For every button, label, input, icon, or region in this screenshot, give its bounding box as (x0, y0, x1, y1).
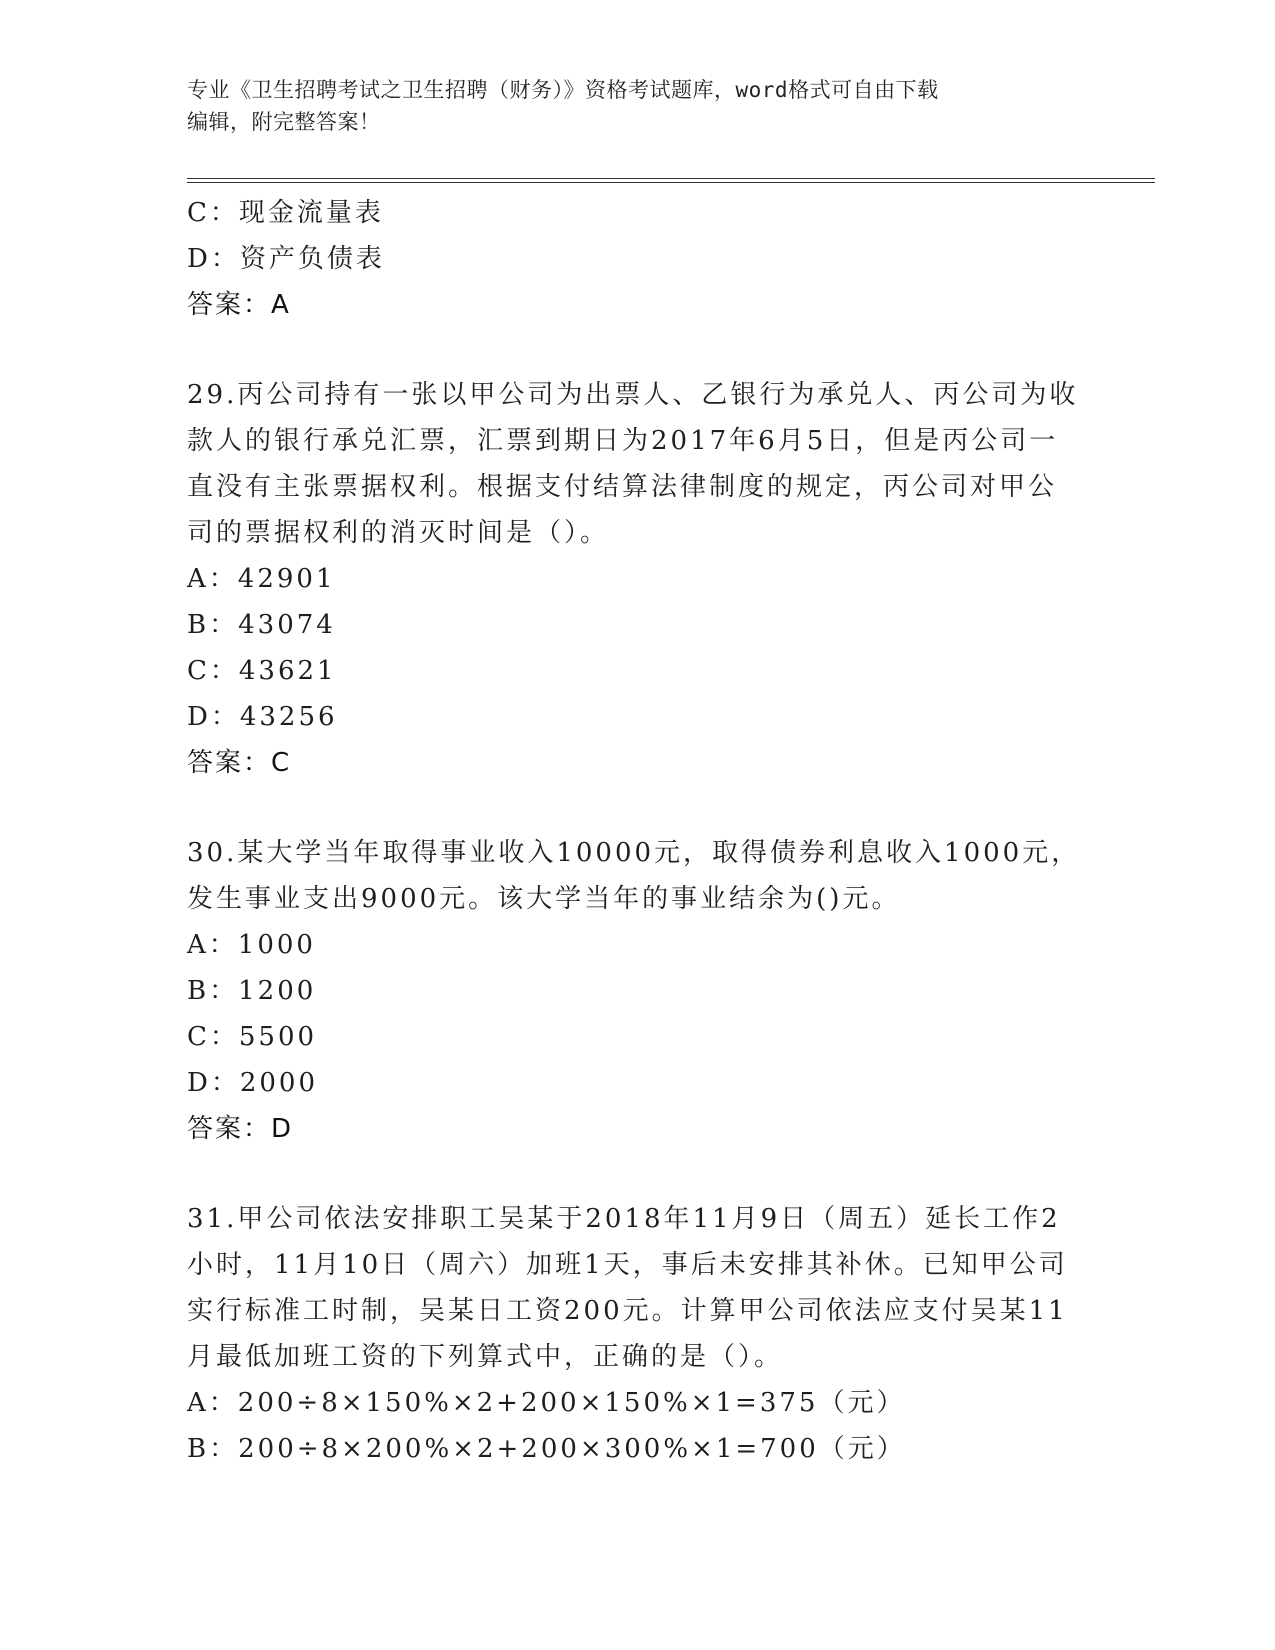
q31-stem-line-4: 月最低加班工资的下列算式中，正确的是（）。 (187, 1342, 784, 1372)
q30-stem-line-1: 30.某大学当年取得事业收入10000元，取得债券利息收入1000元， (187, 838, 1081, 868)
question-30-block (187, 830, 1087, 1152)
q29-option-d: D：43256 (187, 702, 338, 732)
q31-stem-line-3: 实行标准工时制，吴某日工资200元。计算甲公司依法应支付吴某11 (187, 1296, 1068, 1326)
q30-option-a: A：1000 (187, 930, 316, 960)
page-header (187, 74, 1067, 138)
question-29-block (187, 372, 1087, 786)
question-31-block (187, 1196, 1087, 1472)
q29-stem-line-3: 直没有主张票据权利。根据支付结算法律制度的规定，丙公司对甲公 (187, 472, 1058, 502)
q30-answer: 答案：D (187, 1114, 294, 1144)
q28-option-d: D：资产负债表 (187, 244, 385, 274)
q31-stem-line-2: 小时，11月10日（周六）加班1天，事后未安排其补休。已知甲公司 (187, 1250, 1068, 1280)
spacer (187, 328, 1087, 372)
spacer (187, 1152, 1087, 1196)
q30-option-d: D：2000 (187, 1068, 319, 1098)
q28-option-c: C：现金流量表 (187, 198, 384, 228)
q29-option-c: C：43621 (187, 656, 337, 686)
q29-answer: 答案：C (187, 748, 292, 778)
question-content (187, 190, 1087, 1472)
q29-option-b: B：43074 (187, 610, 336, 640)
q29-stem-line-1: 29.丙公司持有一张以甲公司为出票人、乙银行为承兑人、丙公司为收 (187, 380, 1079, 410)
q30-option-c: C：5500 (187, 1022, 318, 1052)
q31-option-b: B：200÷8×200%×2+200×300%×1=700（元） (187, 1434, 906, 1464)
q30-option-b: B：1200 (187, 976, 317, 1006)
question-28-block (187, 190, 1087, 328)
header-divider-bottom (187, 182, 1155, 183)
header-line-2: 编辑，附完整答案！ (187, 110, 381, 134)
q28-answer: 答案：A (187, 290, 291, 320)
q29-stem-line-4: 司的票据权利的消灭时间是（）。 (187, 518, 610, 548)
spacer (187, 786, 1087, 830)
header-line-1: 专业《卫生招聘考试之卫生招聘（财务）》资格考试题库，word格式可自由下载 (187, 78, 939, 102)
q31-stem-line-1: 31.甲公司依法安排职工吴某于2018年11月9日（周五）延长工作2 (187, 1204, 1061, 1234)
q30-stem-line-2: 发生事业支出9000元。该大学当年的事业结余为()元。 (187, 884, 901, 914)
q29-stem-line-2: 款人的银行承兑汇票，汇票到期日为2017年6月5日，但是丙公司一 (187, 426, 1059, 456)
q31-option-a: A：200÷8×150%×2+200×150%×1=375（元） (187, 1388, 906, 1418)
q29-option-a: A：42901 (187, 564, 336, 594)
header-divider-top (187, 178, 1155, 179)
